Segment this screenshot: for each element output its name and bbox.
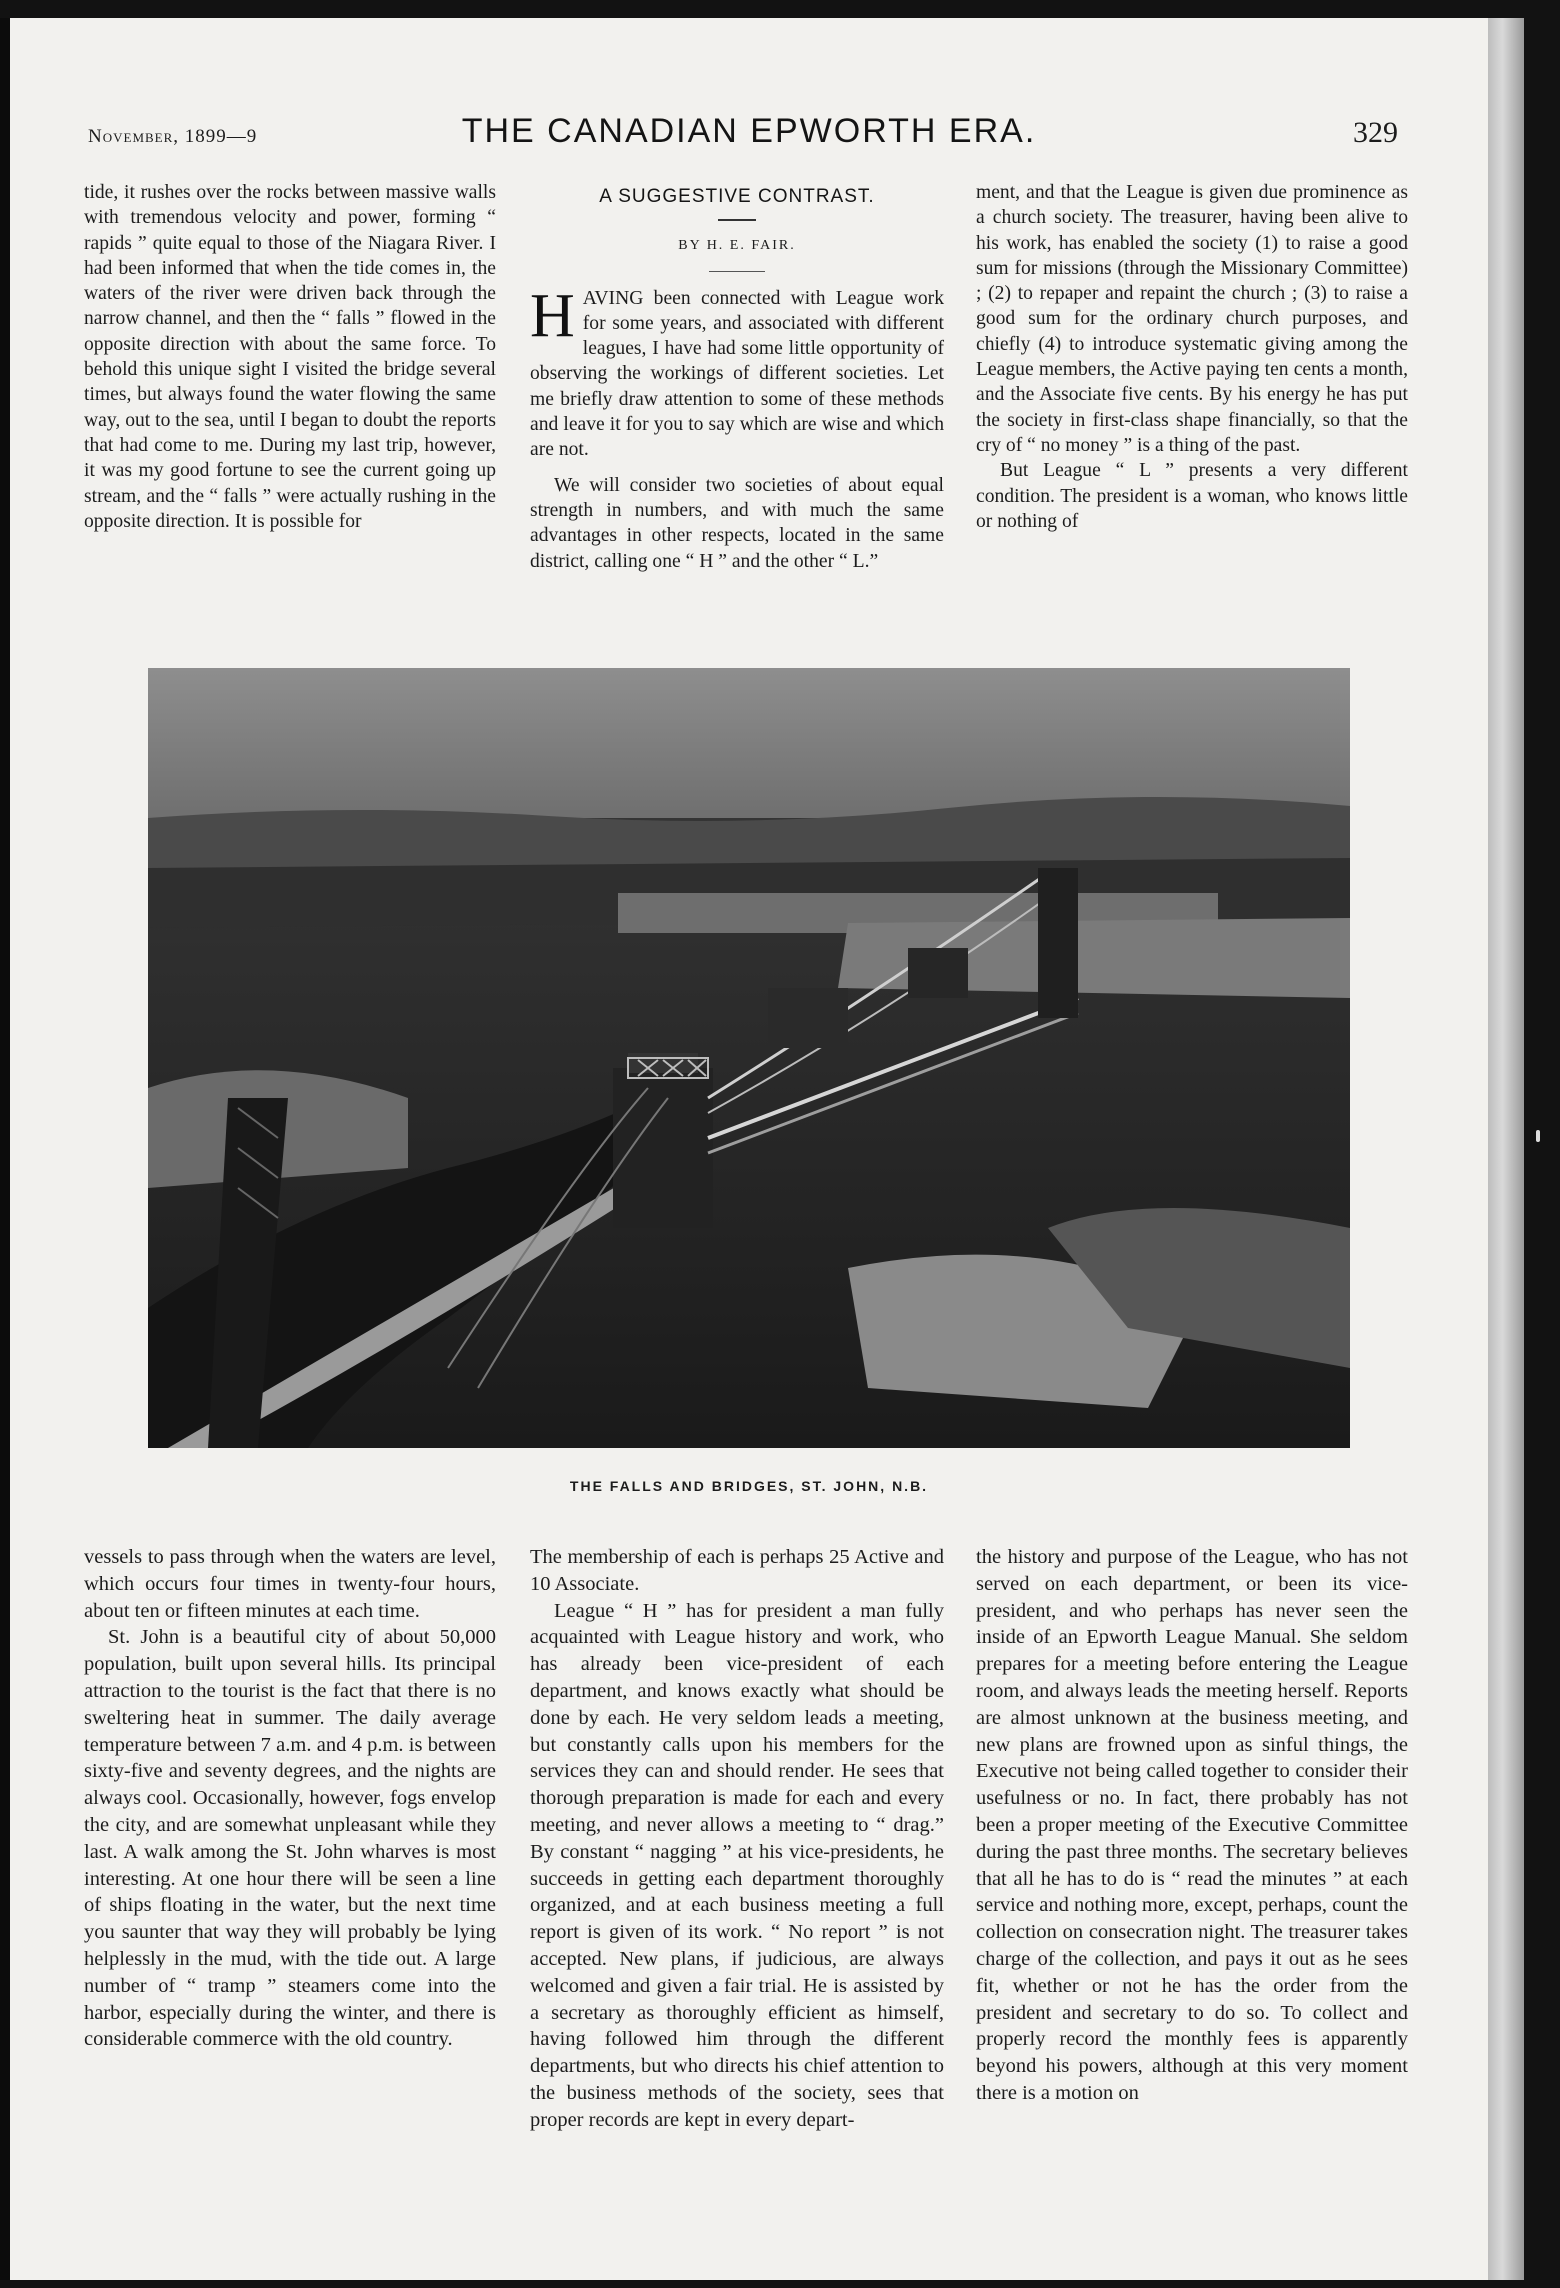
- title-rule: [718, 219, 756, 221]
- article-byline: BY H. E. FAIR.: [678, 238, 796, 254]
- magazine-page: [10, 18, 1488, 2280]
- byline-rule: [709, 271, 765, 272]
- opening-text: AVING been connected with League work for some years, and associated with different leagues, I have had some little opportunity of observing the workings of different societies. Let me briefly draw attention to some of these methods and leave it for you to say which are wise and which are not.: [530, 287, 944, 461]
- paragraph: tide, it rushes over the rocks between massive walls with tremendous velocity and power, forming “ rapids ” quite equal to those of the Niagara River. I had been informed that when the tide comes in, the waters of the river were driven back through the narrow channel, and then the “ falls ” flowed in the opposite direction with about the same force. To behold this unique sight I visited the bridge several times, but always found the water flowing the same way, out to the sea, until I began to doubt the reports that had come to me. During my last trip, however, it was my good fortune to see the current going up stream, and the “ falls ” were actually rushing in the opposite direction. It is possible for: [84, 182, 496, 532]
- page-number: 329: [1353, 116, 1398, 149]
- paragraph: the history and purpose of the League, who has not served on each department, or been its vice-president, and who perhaps has never seen the inside of an Epworth League Manual. She seldom prepares for a meeting before entering the League room, and always leads the meeting herself. Reports are almost unknown at the business meeting, and new plans are frowned upon as sinful things, the Executive not being called together to consider their usefulness or no. In fact, there probably has not been a proper meeting of the Executive Committee during the past three months. The secretary believes that all he has to do is “ read the minutes ” at each service and nothing more, except, perhaps, count the collection on consecration night. The treasurer takes charge of the collection, and pays it out as he sees fit, whether or not he has the order from the president and secretary to do so. To collect and properly record the monthly fees is apparently beyond his powers, although at this very moment there is a motion on: [976, 1546, 1408, 2104]
- article-title: A SUGGESTIVE CONTRAST.: [599, 186, 875, 207]
- paragraph: The membership of each is perhaps 25 Active and 10 Associate.: [530, 1546, 944, 1595]
- page-header: [10, 98, 1488, 158]
- opening-paragraph: [530, 281, 944, 463]
- paragraph: But League “ L ” presents a very different condition. The president is a woman, who knows little or nothing of: [976, 460, 1408, 532]
- bottom-column-2: [530, 1544, 944, 2134]
- paragraph-gap: [530, 463, 944, 473]
- photo-falls-and-bridges: [148, 668, 1350, 1448]
- top-column-3: [976, 180, 1408, 534]
- issue-date: November, 1899—9: [88, 126, 258, 147]
- bottom-column-1: [84, 1544, 496, 2053]
- photo-caption: THE FALLS AND BRIDGES, ST. JOHN, N.B.: [569, 1478, 929, 1494]
- magazine-title: THE CANADIAN EPWORTH ERA.: [461, 112, 1037, 150]
- page-edge: [1488, 18, 1524, 2280]
- paragraph: We will consider two societies of about equal strength in numbers, and with much the same advantages in other respects, located in the same district, calling one “ H ” and the other “ L.”: [530, 474, 944, 572]
- photo-image: [148, 668, 1350, 1448]
- edge-mark: [1536, 1130, 1540, 1142]
- drop-cap: H: [530, 281, 575, 350]
- paragraph: ment, and that the League is given due prominence as a church society. The treasurer, having been alive to his work, has enabled the society (1) to raise a good sum for missions (through the Missionary Committee) ; (2) to repaper and repaint the church ; (3) to raise a good sum for the ordinary church purposes, and chiefly (4) to introduce systematic giving among the League members, the Active paying ten cents a month, and the Associate five cents. By his energy he has put the society in first-class shape financially, so that the cry of “ no money ” is a thing of the past.: [976, 182, 1408, 456]
- bottom-column-3: [976, 1544, 1408, 2107]
- top-column-1: [84, 180, 496, 534]
- paragraph: vessels to pass through when the waters are level, which occurs four times in twenty-four hours, about ten or fifteen minutes at each time.: [84, 1546, 496, 1622]
- top-column-2: [530, 180, 944, 574]
- paragraph: League “ H ” has for president a man fully acquainted with League history and work, who has already been vice-president of each department, and knows exactly what should be done by each. He very seldom leads a meeting, but constantly calls upon his members for the services they can and should render. He sees that thorough preparation is made for each and every meeting, and never allows a meeting to “ drag.” By constant “ nagging ” at his vice-presidents, he succeeds in getting each department thoroughly organized, and at each business meeting a full report is given of its work. “ No report ” is not accepted. New plans, if judicious, are always welcomed and given a fair trial. He is assisted by a secretary as thoroughly efficient as himself, having followed him through the different departments, but who directs his chief attention to the business methods of the society, sees that proper records are kept in every depart-: [530, 1599, 944, 2131]
- paragraph: St. John is a beautiful city of about 50,000 population, built upon several hills. Its principal attraction to the tourist is the fact that there is no sweltering heat in summer. The daily average temperature between 7 a.m. and 4 p.m. is between sixty-five and seventy degrees, and the nights are always cool. Occasionally, however, fogs envelop the city, and are somewhat unpleasant while they last. A walk among the St. John wharves is most interesting. At one hour there will be seen a line of ships floating in the water, but the next time you saunter that way they will probably be lying helplessly in the mud, with the tide out. A large number of “ tramp ” steamers come into the harbor, especially during the winter, and there is considerable commerce with the old country.: [84, 1626, 496, 2051]
